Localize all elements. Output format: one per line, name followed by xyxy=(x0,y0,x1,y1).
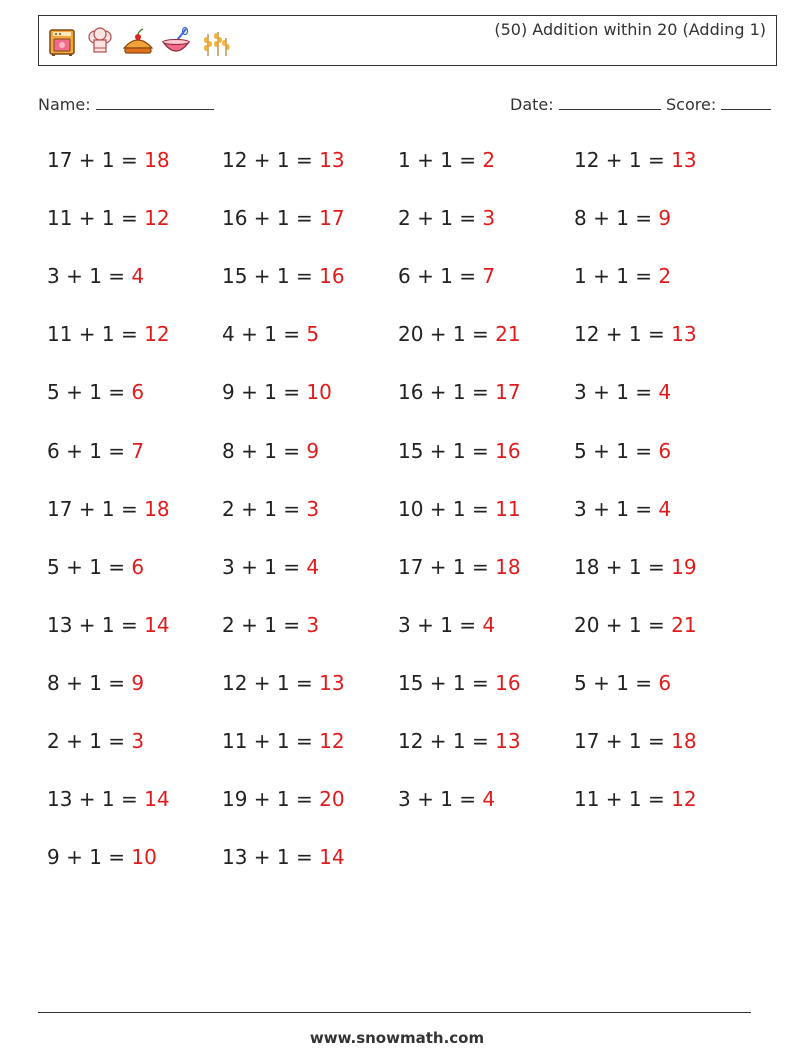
footer-website: www.snowmath.com xyxy=(309,1029,485,1047)
problem-answer: 9 xyxy=(131,670,145,695)
problem-item xyxy=(398,613,495,637)
score-blank[interactable] xyxy=(721,93,771,110)
problem-question: 19 + 1 = xyxy=(222,787,313,812)
problem-question: 17 + 1 = xyxy=(47,496,138,521)
problem-question: 3 + 1 = xyxy=(222,554,301,579)
problem-answer: 9 xyxy=(306,438,320,463)
problem-question: 16 + 1 = xyxy=(398,380,489,405)
problem-answer: 14 xyxy=(319,845,345,870)
problem-question: 12 + 1 = xyxy=(222,670,313,695)
wheat-icon xyxy=(198,26,230,58)
date-field[interactable] xyxy=(510,93,661,114)
problem-item xyxy=(574,439,671,463)
problem-item xyxy=(574,380,671,404)
date-label: Date: xyxy=(510,95,554,114)
problem-item xyxy=(398,671,521,695)
problem-question: 8 + 1 = xyxy=(574,206,653,231)
problem-question: 3 + 1 = xyxy=(574,380,653,405)
problem-question: 2 + 1 = xyxy=(398,206,477,231)
problem-answer: 2 xyxy=(658,264,672,289)
problem-item xyxy=(47,380,144,404)
problem-question: 16 + 1 = xyxy=(222,206,313,231)
problem-item xyxy=(222,671,345,695)
problem-answer: 12 xyxy=(144,322,170,347)
problem-item xyxy=(398,380,521,404)
problem-item xyxy=(47,555,144,579)
problem-answer: 13 xyxy=(671,148,697,172)
problem-item xyxy=(398,322,521,346)
problem-question: 5 + 1 = xyxy=(47,380,126,405)
problem-item xyxy=(47,439,144,463)
problem-question: 6 + 1 = xyxy=(398,264,477,289)
problem-question: 17 + 1 = xyxy=(398,554,489,579)
problem-question: 9 + 1 = xyxy=(222,380,301,405)
problem-answer: 6 xyxy=(658,438,672,463)
problem-item xyxy=(47,148,170,172)
problem-question: 4 + 1 = xyxy=(222,322,301,347)
pie-icon xyxy=(122,26,154,58)
problem-answer: 10 xyxy=(131,845,157,870)
oven-icon xyxy=(46,26,78,58)
problem-answer: 4 xyxy=(658,496,672,521)
problem-item xyxy=(574,613,697,637)
problem-answer: 6 xyxy=(131,380,145,405)
problem-item xyxy=(398,555,521,579)
problem-item xyxy=(222,555,319,579)
problem-item xyxy=(47,845,157,869)
problem-answer: 21 xyxy=(671,612,697,637)
problem-item xyxy=(574,206,671,230)
problem-question: 15 + 1 = xyxy=(222,264,313,289)
problem-question: 15 + 1 = xyxy=(398,438,489,463)
problem-question: 12 + 1 = xyxy=(222,148,313,172)
problem-answer: 12 xyxy=(144,206,170,231)
problem-answer: 16 xyxy=(319,264,345,289)
worksheet-header xyxy=(38,15,777,66)
problem-answer: 11 xyxy=(495,496,521,521)
problem-answer: 7 xyxy=(482,264,496,289)
name-field[interactable] xyxy=(38,93,214,114)
problem-answer: 6 xyxy=(658,670,672,695)
problem-question: 8 + 1 = xyxy=(222,438,301,463)
mixing-bowl-icon xyxy=(160,26,192,58)
footer-divider xyxy=(38,1012,751,1013)
problem-answer: 5 xyxy=(306,322,320,347)
problem-answer: 3 xyxy=(482,206,496,231)
problem-question: 3 + 1 = xyxy=(398,612,477,637)
problem-item xyxy=(398,787,495,811)
problem-question: 13 + 1 = xyxy=(47,612,138,637)
problem-answer: 4 xyxy=(131,264,145,289)
problem-question: 5 + 1 = xyxy=(47,554,126,579)
problem-answer: 18 xyxy=(144,148,170,172)
problem-item xyxy=(574,264,671,288)
problem-item xyxy=(222,380,332,404)
problem-question: 2 + 1 = xyxy=(222,612,301,637)
header-icons xyxy=(46,24,230,60)
chef-hat-icon xyxy=(84,26,116,58)
problem-answer: 17 xyxy=(319,206,345,231)
problem-answer: 9 xyxy=(658,206,672,231)
problem-question: 17 + 1 = xyxy=(47,148,138,172)
problem-answer: 18 xyxy=(144,496,170,521)
problem-answer: 14 xyxy=(144,787,170,812)
problem-item xyxy=(574,497,671,521)
name-blank[interactable] xyxy=(96,93,214,110)
problem-answer: 19 xyxy=(671,554,697,579)
problem-answer: 13 xyxy=(671,322,697,347)
problem-item xyxy=(47,671,144,695)
problem-question: 20 + 1 = xyxy=(398,322,489,347)
problem-question: 12 + 1 = xyxy=(398,729,489,753)
problem-item xyxy=(222,148,345,172)
date-blank[interactable] xyxy=(559,93,661,110)
problem-question: 11 + 1 = xyxy=(47,206,138,231)
problem-answer: 6 xyxy=(131,554,145,579)
problem-answer: 20 xyxy=(319,787,345,812)
problem-item xyxy=(398,148,495,172)
problem-question: 8 + 1 = xyxy=(47,670,126,695)
problem-item xyxy=(222,787,345,811)
problem-question: 2 + 1 = xyxy=(222,496,301,521)
problem-item xyxy=(222,322,319,346)
name-label: Name: xyxy=(38,95,91,114)
problem-question: 6 + 1 = xyxy=(47,438,126,463)
problem-answer: 10 xyxy=(306,380,332,405)
problem-answer: 16 xyxy=(495,438,521,463)
problem-item xyxy=(47,613,170,637)
problem-question: 18 + 1 = xyxy=(574,554,665,579)
problem-answer: 4 xyxy=(306,554,320,579)
problem-item xyxy=(398,729,521,753)
problem-question: 1 + 1 = xyxy=(398,148,477,172)
problem-question: 1 + 1 = xyxy=(574,264,653,289)
problem-item xyxy=(398,264,495,288)
problem-question: 13 + 1 = xyxy=(222,845,313,870)
problem-question: 12 + 1 = xyxy=(574,148,665,172)
worksheet-title: (50) Addition within 20 (Adding 1) xyxy=(494,20,766,39)
problem-item xyxy=(47,322,170,346)
problem-answer: 3 xyxy=(306,612,320,637)
problem-question: 5 + 1 = xyxy=(574,670,653,695)
problem-item xyxy=(222,497,319,521)
problem-item xyxy=(47,729,144,753)
problem-answer: 4 xyxy=(658,380,672,405)
problem-item xyxy=(222,439,319,463)
problem-answer: 2 xyxy=(482,148,496,172)
problem-answer: 3 xyxy=(306,496,320,521)
problem-item xyxy=(574,729,697,753)
problem-question: 9 + 1 = xyxy=(47,845,126,870)
problem-item xyxy=(574,148,697,172)
problem-question: 3 + 1 = xyxy=(398,787,477,812)
problem-answer: 14 xyxy=(144,612,170,637)
problem-answer: 13 xyxy=(319,148,345,172)
problem-question: 11 + 1 = xyxy=(574,787,665,812)
problem-answer: 4 xyxy=(482,612,496,637)
problem-item xyxy=(47,497,170,521)
problem-answer: 16 xyxy=(495,670,521,695)
problem-question: 11 + 1 = xyxy=(222,729,313,753)
problem-answer: 13 xyxy=(495,729,521,753)
problem-answer: 13 xyxy=(319,670,345,695)
problem-question: 3 + 1 = xyxy=(574,496,653,521)
score-label: Score: xyxy=(666,95,717,114)
problem-answer: 18 xyxy=(671,729,697,753)
problem-question: 3 + 1 = xyxy=(47,264,126,289)
problem-item xyxy=(222,264,345,288)
problem-question: 10 + 1 = xyxy=(398,496,489,521)
problem-answer: 4 xyxy=(482,787,496,812)
problem-question: 5 + 1 = xyxy=(574,438,653,463)
problem-question: 2 + 1 = xyxy=(47,729,126,753)
problem-item xyxy=(398,206,495,230)
problem-item xyxy=(47,787,170,811)
problem-item xyxy=(47,206,170,230)
problem-question: 11 + 1 = xyxy=(47,322,138,347)
problem-question: 20 + 1 = xyxy=(574,612,665,637)
problem-answer: 17 xyxy=(495,380,521,405)
problem-item xyxy=(398,439,521,463)
problem-item xyxy=(222,845,345,869)
problem-answer: 3 xyxy=(131,729,145,753)
problem-item xyxy=(222,729,345,753)
problem-item xyxy=(222,206,345,230)
problem-item xyxy=(574,671,671,695)
problem-answer: 18 xyxy=(495,554,521,579)
problem-answer: 21 xyxy=(495,322,521,347)
problem-item xyxy=(574,555,697,579)
problem-answer: 7 xyxy=(131,438,145,463)
problem-question: 17 + 1 = xyxy=(574,729,665,753)
problem-item xyxy=(574,787,697,811)
score-field[interactable] xyxy=(666,93,771,114)
problem-answer: 12 xyxy=(671,787,697,812)
problem-item xyxy=(574,322,697,346)
problem-item xyxy=(222,613,319,637)
problem-question: 15 + 1 = xyxy=(398,670,489,695)
problem-answer: 12 xyxy=(319,729,345,753)
problem-question: 12 + 1 = xyxy=(574,322,665,347)
problem-question: 13 + 1 = xyxy=(47,787,138,812)
problem-item xyxy=(398,497,521,521)
problem-item xyxy=(47,264,144,288)
